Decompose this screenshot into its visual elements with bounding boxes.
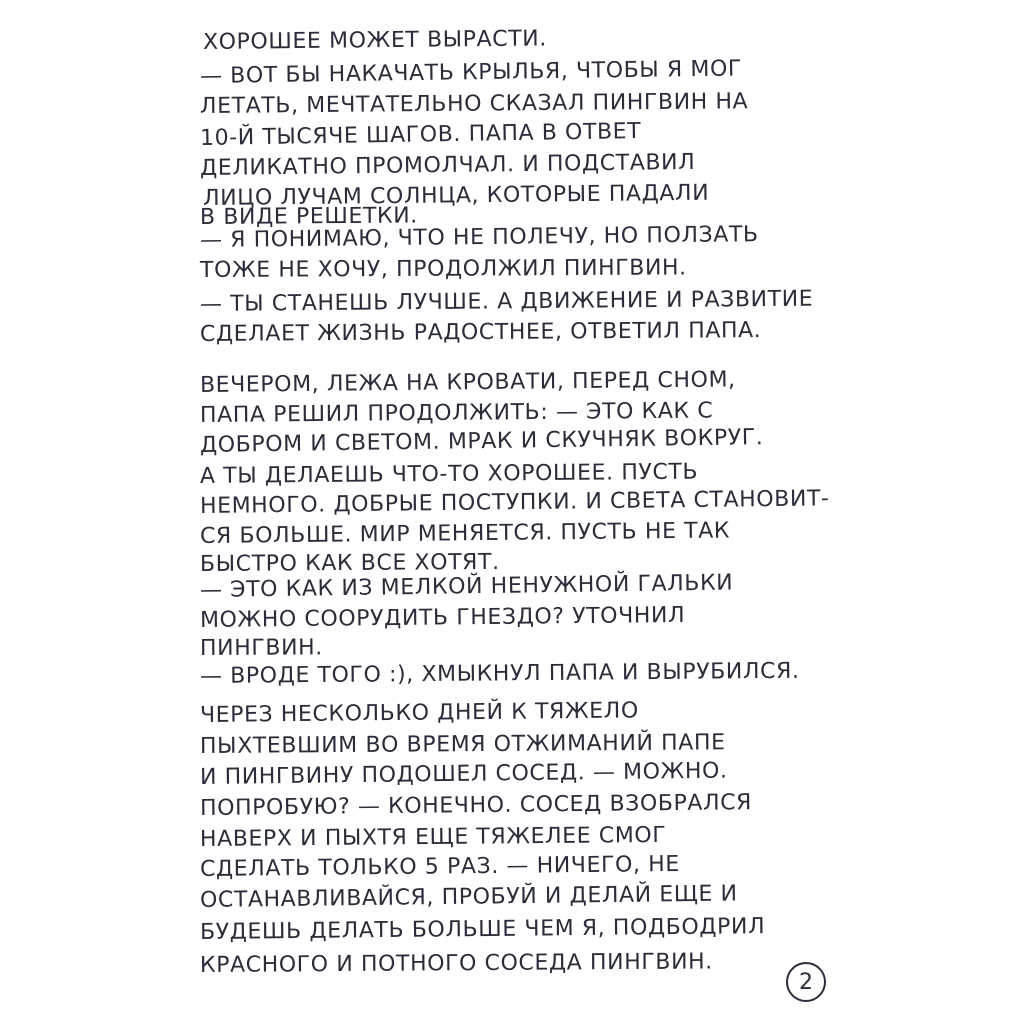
text-line: БУДЕШЬ ДЕЛАТЬ БОЛЬШЕ ЧЕМ Я, ПОДБОДРИЛ bbox=[199, 914, 766, 945]
text-line: СЯ БОЛЬШЕ. МИР МЕНЯЕТСЯ. ПУСТЬ НЕ ТАК bbox=[199, 518, 731, 549]
text-line: ДОБРОМ И СВЕТОМ. МРАК И СКУЧНЯК ВОКРУГ. bbox=[199, 425, 764, 458]
text-line: 10-Й ТЫСЯЧЕ ШАГОВ. ПАПА В ОТВЕТ bbox=[199, 119, 642, 151]
text-line: — ВРОДЕ ТОГО :), ХМЫКНУЛ ПАПА И ВЫРУБИЛСЯ. bbox=[199, 658, 800, 689]
text-line: ПАПА РЕШИЛ ПРОДОЛЖИТЬ: — ЭТО КАК С bbox=[199, 398, 714, 428]
text-line: СДЕЛАЕТ ЖИЗНЬ РАДОСТНЕЕ, ОТВЕТИЛ ПАПА. bbox=[199, 318, 762, 347]
text-line: ОСТАНАВЛИВАЙСЯ, ПРОБУЙ И ДЕЛАЙ ЕЩЕ И bbox=[199, 881, 738, 913]
text-line: ЧЕРЕЗ НЕСКОЛЬКО ДНЕЙ К ТЯЖЕЛО bbox=[199, 698, 639, 728]
text-line: НЕМНОГО. ДОБРЫЕ ПОСТУПКИ. И СВЕТА СТАНОВИТ- bbox=[199, 486, 830, 519]
text-line: ПЫХТЕВШИМ ВО ВРЕМЯ ОТЖИМАНИЙ ПАПЕ bbox=[199, 730, 726, 759]
text-line: И ПИНГВИНУ ПОДОШЕЛ СОСЕД. — МОЖНО. bbox=[199, 758, 728, 790]
text-line: ПИНГВИН. bbox=[199, 635, 323, 661]
text-line: — ЭТО КАК ИЗ МЕЛКОЙ НЕНУЖНОЙ ГАЛЬКИ bbox=[199, 570, 734, 603]
text-line: ДЕЛИКАТНО ПРОМОЛЧАЛ. И ПОДСТАВИЛ bbox=[199, 149, 696, 181]
text-line: — ВОТ БЫ НАКАЧАТЬ КРЫЛЬЯ, ЧТОБЫ Я МОГ bbox=[199, 56, 743, 89]
page-number bbox=[786, 962, 826, 1002]
text-line: ЛИЦО ЛУЧАМ СОЛНЦА, КОТОРЫЕ ПАДАЛИ bbox=[202, 180, 710, 211]
text-line: БЫСТРО КАК ВСЕ ХОТЯТ. bbox=[199, 549, 500, 577]
text-line: ПОПРОБУЮ? — КОНЕЧНО. СОСЕД ВЗОБРАЛСЯ bbox=[199, 790, 753, 821]
text-line: ХОРОШЕЕ МОЖЕТ ВЫРАСТИ. bbox=[202, 26, 547, 55]
text-line: СДЕЛАТЬ ТОЛЬКО 5 РАЗ. — НИЧЕГО, НЕ bbox=[199, 851, 680, 882]
text-line: МОЖНО СООРУДИТЬ ГНЕЗДО? УТОЧНИЛ bbox=[199, 602, 686, 633]
text-line: НАВЕРХ И ПЫХТЯ ЕЩЕ ТЯЖЕЛЕЕ СМОГ bbox=[199, 822, 667, 852]
page-number-text: 2 bbox=[799, 969, 813, 995]
text-line: ВЕЧЕРОМ, ЛЕЖА НА КРОВАТИ, ПЕРЕД СНОМ, bbox=[199, 367, 736, 398]
text-line: А ТЫ ДЕЛАЕШЬ ЧТО-ТО ХОРОШЕЕ. ПУСТЬ bbox=[199, 459, 699, 489]
text-line: ТОЖЕ НЕ ХОЧУ, ПРОДОЛЖИЛ ПИНГВИН. bbox=[199, 255, 687, 283]
text-line: В ВИДЕ РЕШЕТКИ. bbox=[199, 203, 418, 230]
text-line: ЛЕТАТЬ, МЕЧТАТЕЛЬНО СКАЗАЛ ПИНГВИН НА bbox=[199, 89, 749, 119]
text-line: — ТЫ СТАНЕШЬ ЛУЧШЕ. А ДВИЖЕНИЕ И РАЗВИТИЕ bbox=[199, 286, 814, 317]
text-line: КРАСНОГО И ПОТНОГО СОСЕДА ПИНГВИН. bbox=[199, 949, 713, 978]
text-line: — Я ПОНИМАЮ, ЧТО НЕ ПОЛЕЧУ, НО ПОЛЗАТЬ bbox=[199, 222, 759, 253]
